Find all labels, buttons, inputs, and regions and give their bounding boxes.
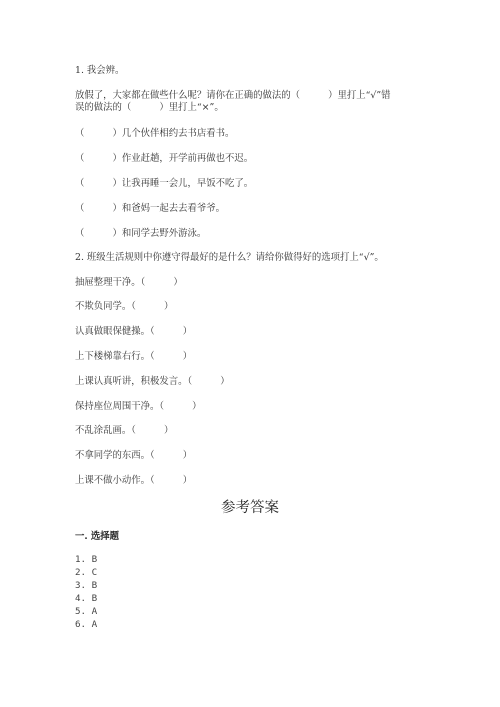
q2-item: 抽屉整理干净。（ ） — [75, 277, 183, 288]
answer-item: 3. B — [75, 580, 98, 591]
answers-section-heading: 一. 选择题 — [75, 531, 120, 542]
q1-item: （ ）和爸妈一起去去看爷爷。 — [75, 203, 226, 214]
q1-item: （ ）几个伙伴相约去书店看书。 — [75, 128, 235, 139]
q2-item: 保持座位周围干净。（ ） — [75, 401, 202, 412]
answer-item: 1. B — [75, 554, 98, 565]
answer-item: 4. B — [75, 593, 98, 604]
q2-item: 认真做眼保健操。（ ） — [75, 326, 193, 337]
answer-item: 2. C — [75, 567, 98, 578]
q2-item: 上课认真听讲，积极发言。（ ） — [75, 376, 230, 387]
answer-item: 6. A — [75, 619, 98, 630]
q2-item: 不拿同学的东西。（ ） — [75, 450, 193, 461]
q2-item: 上课不做小动作。（ ） — [75, 475, 193, 486]
q1-intro-line2: 误的做法的（ ）里打上“×”。 — [75, 102, 224, 113]
q1-intro-line1: 放假了，大家都在做些什么呢？请你在正确的做法的（ ）里打上“√”错 — [75, 90, 391, 101]
q1-item: （ ）和同学去野外游泳。 — [75, 228, 207, 239]
q2-item: 不乱涂乱画。（ ） — [75, 425, 174, 436]
q1-heading: 1. 我会辨。 — [75, 65, 125, 76]
q2-item: 不欺负同学。（ ） — [75, 301, 174, 312]
answers-title: 参考答案 — [221, 500, 279, 516]
q1-item: （ ）让我再睡一会儿，早饭不吃了。 — [75, 178, 254, 189]
q2-item: 上下楼梯靠右行。（ ） — [75, 351, 193, 362]
answer-item: 5. A — [75, 606, 98, 617]
q1-item: （ ）作业赶趟，开学前再做也不迟。 — [75, 153, 254, 164]
q2-heading: 2. 班级生活规则中你遵守得最好的是什么？请给你做得好的选项打上“√”。 — [75, 252, 384, 263]
